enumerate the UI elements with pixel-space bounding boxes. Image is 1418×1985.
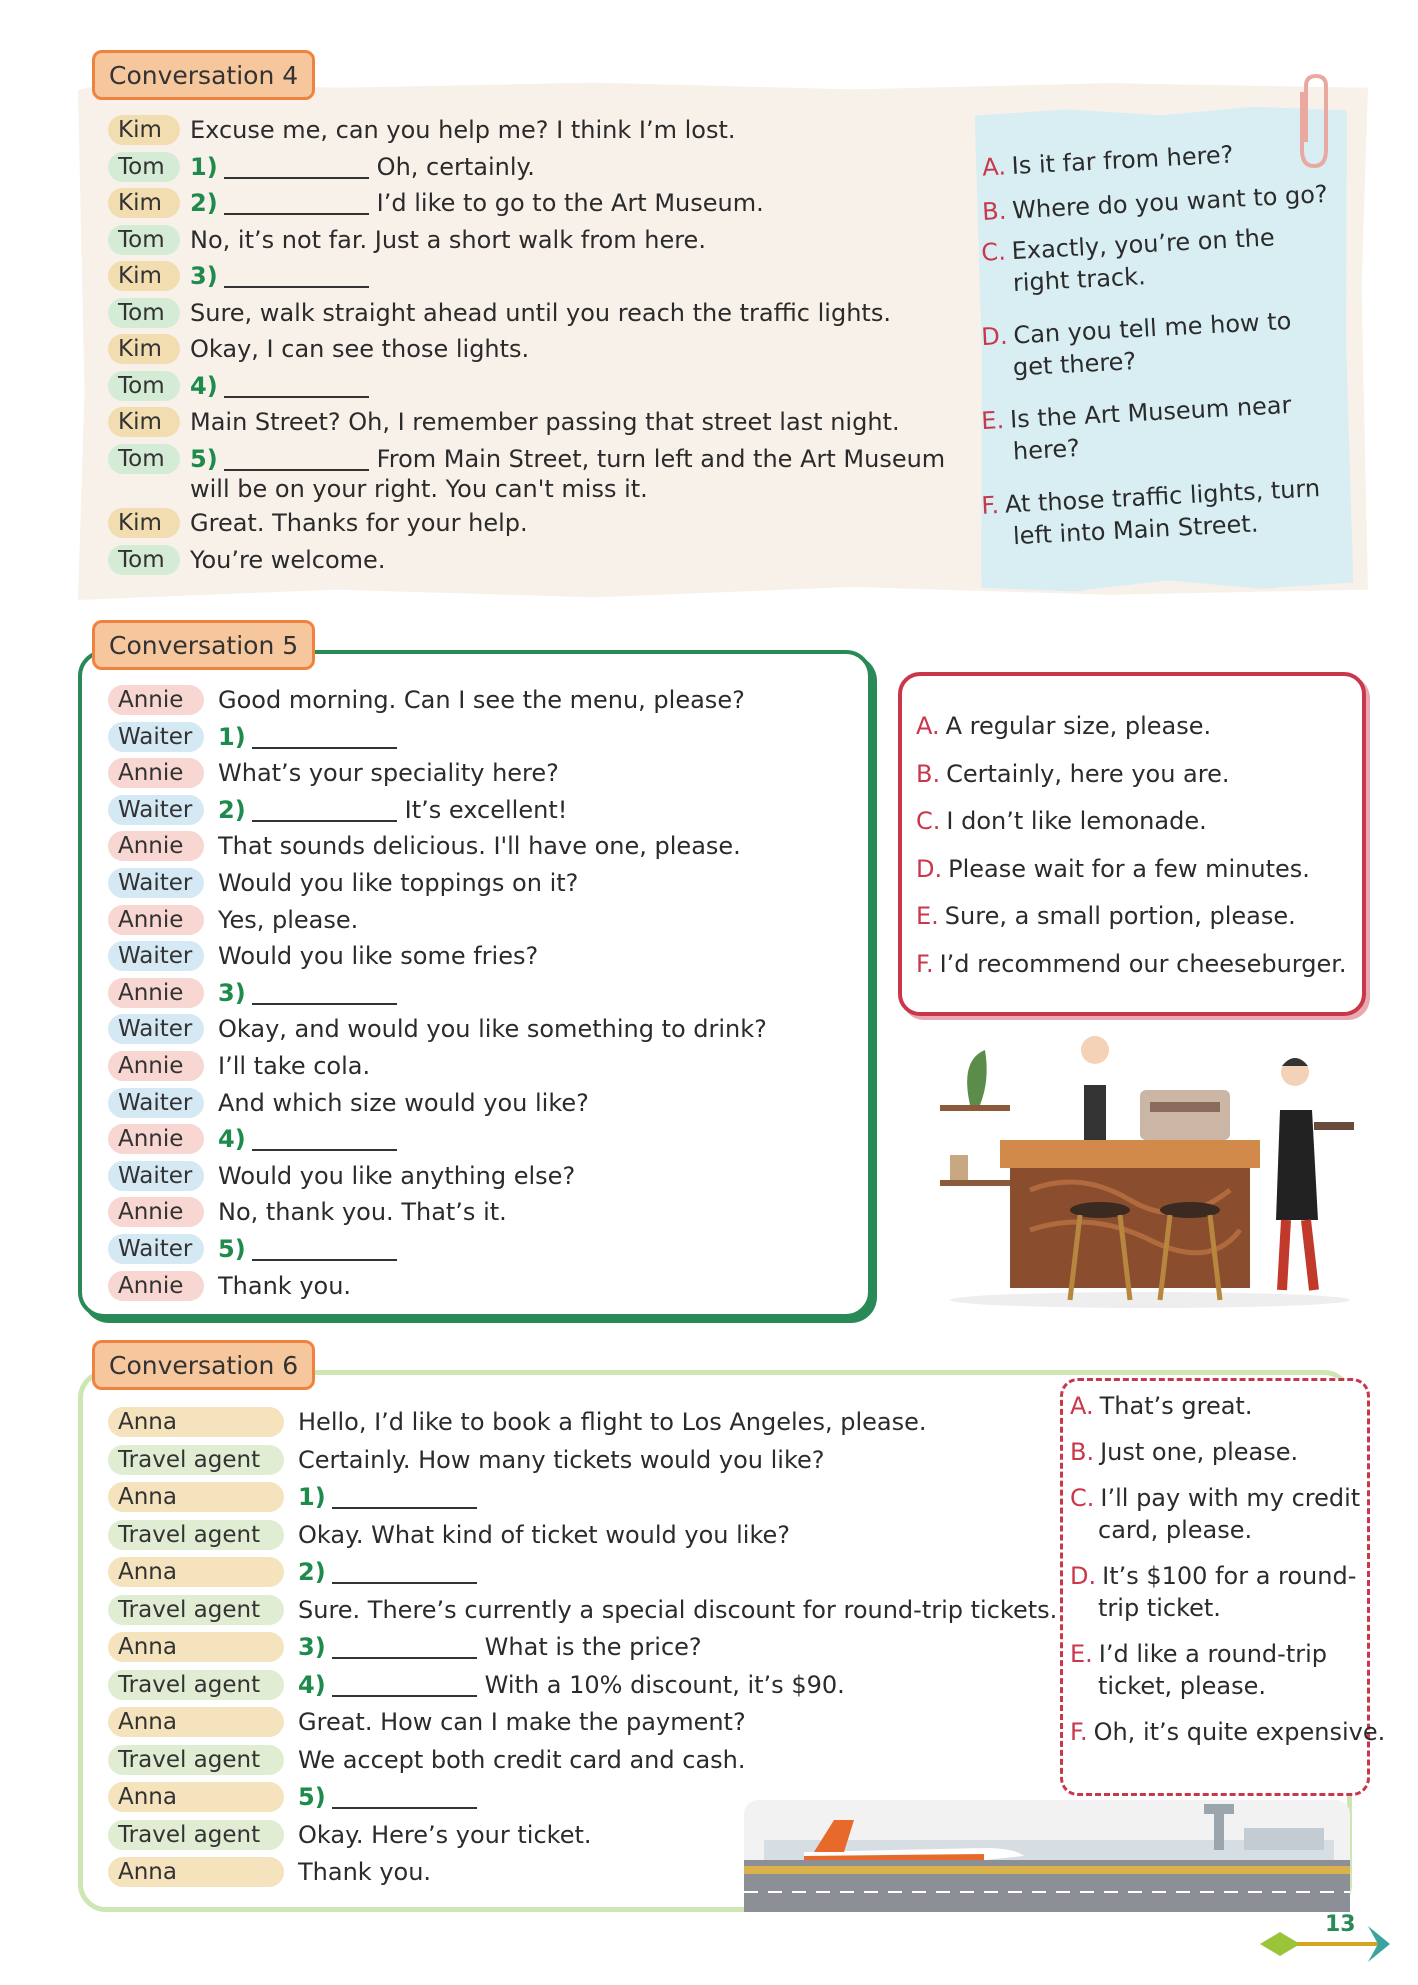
dialogue-line [108,332,529,366]
line-text: I’ll take cola. [218,1052,371,1080]
line-text: Would you like toppings on it? [218,869,579,897]
speaker-label: Waiter [108,941,204,971]
speaker-label: Annie [108,758,204,788]
speaker-label: Annie [108,978,204,1008]
option-letter: E. [916,902,939,930]
option-item [916,948,1347,980]
speaker-label: Annie [108,1197,204,1227]
speaker-label: Anna [108,1782,284,1812]
option-text: It’s $100 for a round- [1102,1562,1357,1590]
blank-number: 2) [218,795,246,824]
speaker-label: Waiter [108,1088,204,1118]
speaker-label: Anna [108,1632,284,1662]
dialogue-line [108,506,528,540]
dialogue-line [108,903,358,937]
conv5-title: Conversation 5 [92,620,315,670]
speaker-label: Kim [108,115,180,145]
line-text: I’d like to go to the Art Museum. [376,189,764,217]
line-text: No, it’s not far. Just a short walk from here. [190,225,706,254]
dialogue-line [108,113,735,147]
speaker-label: Travel agent [108,1520,284,1550]
dialogue-line [108,259,377,293]
line-text: We accept both credit card and cash. [298,1745,746,1774]
line-text: Good morning. Can I see the menu, please? [218,686,745,714]
dialogue-line [108,1195,507,1229]
answer-blank[interactable] [332,1635,477,1659]
option-text: At those traffic lights, turn [1004,474,1321,519]
option-item [1070,1436,1298,1468]
speaker-label: Tom [108,298,180,328]
dialogue-line [108,1705,746,1739]
line-text: Main Street? Oh, I remember passing that street last night. [190,408,900,436]
speaker-label: Travel agent [108,1445,284,1475]
option-text: Sure, a small portion, please. [944,902,1296,930]
option-letter: A. [916,712,940,740]
line-text: With a 10% discount, it’s $90. [484,1670,845,1699]
speaker-label: Anna [108,1482,284,1512]
option-item [1070,1716,1385,1748]
speaker-label: Annie [108,1124,204,1154]
line-text: Certainly. How many tickets would you like? [298,1445,825,1474]
dialogue-line [108,1405,926,1439]
line-text: Great. Thanks for your help. [190,509,528,537]
dialogue-line [108,1159,575,1193]
dialogue-line [108,186,764,220]
option-item [916,853,1310,885]
answer-blank[interactable] [224,447,369,471]
dialogue-line [108,405,900,439]
speaker-label: Anna [108,1407,284,1437]
speaker-label: Waiter [108,868,204,898]
dialogue-line [108,296,891,330]
blank-number: 1) [218,722,246,751]
speaker-label: Anna [108,1857,284,1887]
dialogue-line [108,1443,825,1477]
option-item [916,900,1296,932]
blank-number: 1) [298,1483,326,1511]
option-letter: E. [1070,1640,1093,1668]
speaker-label: Waiter [108,722,204,752]
speaker-label: Anna [108,1707,284,1737]
line-text: Okay. Here’s your ticket. [298,1820,592,1849]
speaker-label: Annie [108,1271,204,1301]
answer-blank[interactable] [252,981,397,1005]
option-text: I don’t like lemonade. [946,807,1207,835]
option-text: That’s great. [1099,1392,1253,1420]
answer-blank[interactable] [252,798,397,822]
line-text: That sounds delicious. I'll have one, please. [218,832,741,861]
option-item [916,710,1211,742]
option-text: I’ll pay with my credit [1100,1484,1361,1512]
speaker-label: Tom [108,152,180,182]
speaker-label: Anna [108,1557,284,1587]
dialogue-line [108,1593,1057,1627]
line-text: Thank you. [218,1271,352,1300]
dialogue-line [108,442,945,476]
dialogue-line [108,369,377,403]
line-text: Yes, please. [218,905,359,934]
speaker-label: Tom [108,371,180,401]
speaker-label: Annie [108,831,204,861]
option-text: I’d like a round-trip [1098,1640,1327,1668]
option-text: Just one, please. [1100,1438,1299,1466]
line-text: From Main Street, turn left and the Art Museum [376,444,946,473]
dialogue-line [108,1555,485,1589]
dialogue-line [108,223,706,257]
line-text: Sure, walk straight ahead until you reach the traffic lights. [190,298,891,327]
dialogue-line [108,1122,405,1156]
option-text-continued: right track. [1012,262,1147,298]
option-text: Certainly, here you are. [946,759,1230,788]
dialogue-line [108,1855,431,1889]
dialogue-line [108,1518,790,1552]
speaker-label: Travel agent [108,1670,284,1700]
answer-blank[interactable] [224,264,369,288]
dialogue-line [108,1743,746,1777]
blank-number: 3) [298,1633,326,1661]
option-letter: C. [980,237,1007,267]
blank-number: 5) [190,444,218,473]
dialogue-line [108,756,559,790]
line-text: Excuse me, can you help me? I think I’m lost. [190,116,736,144]
dialogue-line [108,1780,485,1814]
option-letter: D. [916,854,943,883]
option-letter: D. [1070,1562,1097,1590]
option-text-continued: left into Main Street. [1012,509,1260,551]
line-text: It’s excellent! [404,795,568,824]
option-text: Is it far from here? [1011,140,1235,181]
option-text-continued: ticket, please. [1098,1672,1267,1700]
dialogue-line [108,939,538,973]
blank-number: 5) [218,1235,246,1263]
dialogue-line [108,1086,589,1120]
option-item [1070,1390,1252,1422]
option-item [1070,1560,1356,1624]
line-text: Great. How can I make the payment? [298,1708,746,1736]
line-text: What is the price? [484,1633,702,1661]
dialogue-line [108,1818,592,1852]
speaker-label: Kim [108,508,180,538]
dialogue-line [108,543,385,577]
answer-blank[interactable] [332,1785,477,1809]
dialogue-line [108,1269,351,1303]
option-text: Is the Art Museum near [1009,390,1292,434]
option-item [916,758,1230,790]
option-text-continued: trip ticket. [1098,1594,1221,1622]
option-letter: C. [916,807,941,835]
speaker-label: Kim [108,407,180,437]
speaker-label: Annie [108,1051,204,1081]
dialogue-line [108,1668,845,1702]
arrow-decoration-icon [1250,1916,1400,1972]
option-item [1070,1638,1327,1702]
dialogue-line [108,1232,405,1266]
blank-number: 1) [190,152,218,181]
dialogue-line [108,1049,370,1083]
option-text: Please wait for a few minutes. [948,854,1310,883]
line-text: You’re welcome. [190,545,386,574]
dialogue-line [108,1012,767,1046]
dialogue-line [108,793,567,827]
blank-number: 5) [298,1783,326,1811]
speaker-label: Kim [108,334,180,364]
blank-number: 4) [190,371,218,400]
line-text: Okay, I can see those lights. [190,335,530,363]
dialogue-line [108,150,535,184]
line-text: Would you like anything else? [218,1161,576,1190]
conv4-title: Conversation 4 [92,50,315,100]
dialogue-line [108,720,405,754]
option-text: I’d recommend our cheeseburger. [939,949,1347,978]
blank-number: 4) [218,1125,246,1154]
option-letter: F. [980,490,1000,520]
option-letter: B. [1070,1438,1095,1466]
line-text: will be on your right. You can't miss it. [190,474,648,503]
speaker-label: Tom [108,545,180,575]
option-letter: A. [981,152,1007,182]
blank-number: 2) [298,1558,326,1586]
speaker-label: Tom [108,225,180,255]
line-text: No, thank you. That’s it. [218,1198,507,1227]
line-text: And which size would you like? [218,1088,589,1117]
answer-blank[interactable] [252,1127,397,1151]
speaker-label: Waiter [108,1234,204,1264]
dialogue-line [108,1630,702,1664]
speaker-label: Annie [108,905,204,935]
line-text: Okay, and would you like something to drink? [218,1015,767,1044]
option-letter: E. [980,405,1005,436]
speaker-label: Tom [108,444,180,474]
option-letter: B. [916,759,941,788]
blank-number: 4) [298,1670,326,1699]
speaker-label: Waiter [108,795,204,825]
option-letter: F. [1070,1718,1088,1746]
option-text: Where do you want to go? [1011,179,1329,225]
speaker-label: Waiter [108,1161,204,1191]
conv6-title: Conversation 6 [92,1340,315,1390]
dialogue-line-continued [190,472,648,506]
line-text: Sure. There’s currently a special discount for round-trip tickets. [298,1595,1058,1624]
speaker-label: Kim [108,261,180,291]
line-text: Okay. What kind of ticket would you like? [298,1520,790,1549]
answer-blank[interactable] [252,1237,397,1261]
answer-blank[interactable] [224,191,369,215]
blank-number: 2) [190,189,218,217]
line-text: Would you like some fries? [218,942,539,971]
option-text: A regular size, please. [945,712,1212,740]
option-text: Exactly, you’re on the [1010,223,1276,266]
blank-number: 3) [190,262,218,290]
line-text: Hello, I’d like to book a flight to Los Angeles, please. [298,1408,927,1436]
speaker-label: Travel agent [108,1745,284,1775]
answer-blank[interactable] [224,155,369,179]
airport-illustration [744,1800,1350,1912]
option-item [1070,1482,1360,1546]
dialogue-line [108,976,405,1010]
dialogue-line [108,829,741,863]
dialogue-line [108,866,578,900]
option-letter: B. [981,196,1008,227]
speaker-label: Waiter [108,1014,204,1044]
option-letter: D. [980,321,1009,352]
answer-blank[interactable] [252,725,397,749]
line-text: Thank you. [298,1858,432,1886]
speaker-label: Travel agent [108,1595,284,1625]
answer-blank[interactable] [332,1673,477,1697]
option-letter: F. [916,949,934,978]
speaker-label: Annie [108,685,204,715]
option-text-continued: here? [1012,434,1081,466]
option-letter: C. [1070,1484,1095,1512]
speaker-label: Travel agent [108,1820,284,1850]
line-text: Oh, certainly. [376,152,535,181]
speaker-label: Kim [108,188,180,218]
answer-blank[interactable] [224,374,369,398]
option-item [916,805,1207,837]
paperclip-icon [1288,72,1334,172]
option-text-continued: card, please. [1098,1516,1253,1544]
answer-blank[interactable] [332,1560,477,1584]
option-text: Can you tell me how to [1012,306,1292,350]
option-text: Oh, it’s quite expensive. [1093,1718,1386,1746]
answer-blank[interactable] [332,1485,477,1509]
page-number: 13 [1325,1912,1356,1937]
option-text-continued: get there? [1012,347,1137,382]
dialogue-line [108,683,745,717]
cafe-illustration [930,1030,1370,1310]
blank-number: 3) [218,978,246,1007]
dialogue-line [108,1480,485,1514]
option-letter: A. [1070,1392,1094,1420]
line-text: What’s your speciality here? [218,759,559,788]
